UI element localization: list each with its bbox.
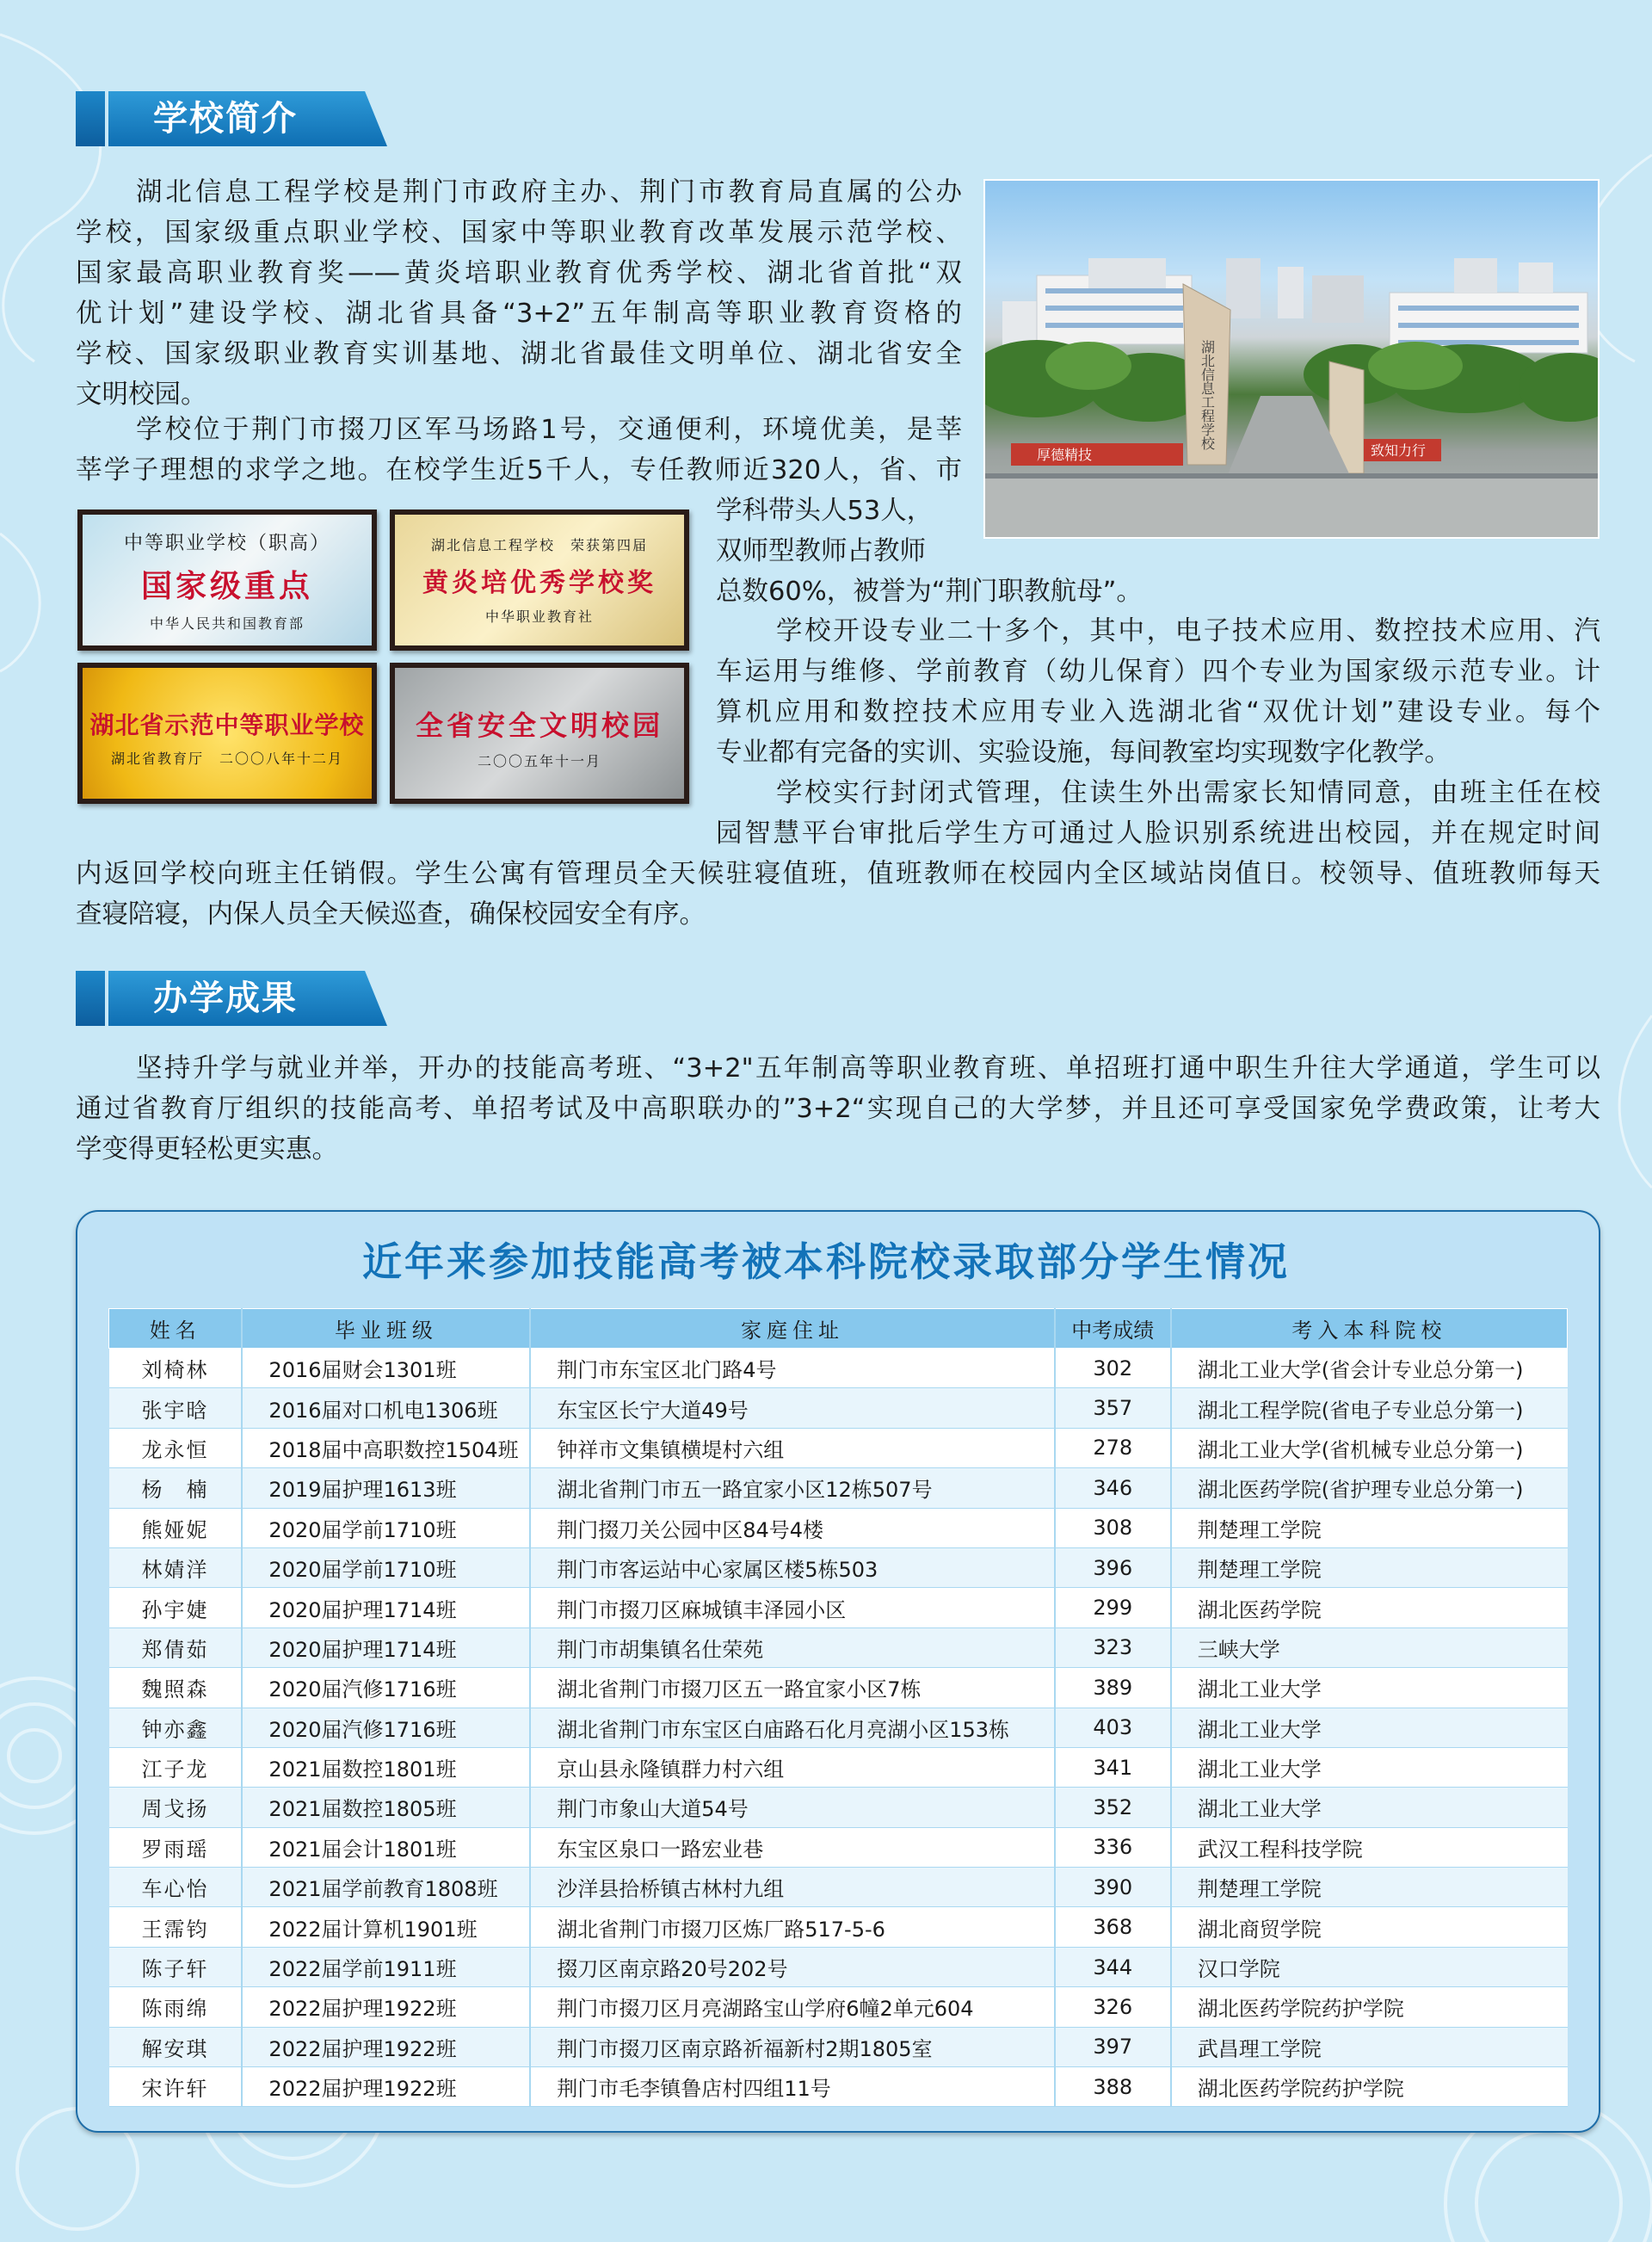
plaque-sub-text: 中华人民共和国教育部 xyxy=(149,615,305,632)
cell-score: 346 xyxy=(1055,1468,1171,1508)
cell-address: 荆门市掇刀区麻城镇丰泽园小区 xyxy=(530,1588,1055,1627)
section-header-results xyxy=(76,971,387,1026)
text-line: 学科带头人53人， xyxy=(716,496,934,526)
admissions-title: 近年来参加技能高考被本科院校录取部分学生情况 xyxy=(362,1238,1290,1285)
cell-score: 326 xyxy=(1055,1987,1171,2027)
table-row xyxy=(109,2067,1568,2107)
cell-class: 2019届护理1613班 xyxy=(242,1468,530,1508)
cell-address: 荆门市毛李镇鲁店村四组11号 xyxy=(530,2067,1055,2107)
cell-name: 陈子轩 xyxy=(109,1947,243,1986)
cell-university: 武昌理工学院 xyxy=(1171,2027,1568,2066)
cell-score: 308 xyxy=(1055,1508,1171,1547)
column-header-address: 家庭住址 xyxy=(530,1309,1055,1349)
plaque-top-text: 中等职业学校（职高） xyxy=(123,532,330,554)
cell-name: 杨 楠 xyxy=(109,1468,243,1508)
cell-address: 湖北省荆门市五一路宜家小区12栋507号 xyxy=(530,1468,1055,1508)
cell-university: 湖北工业大学(省机械专业总分第一) xyxy=(1171,1428,1568,1467)
cell-score: 368 xyxy=(1055,1907,1171,1947)
table-row xyxy=(109,1349,1568,1388)
cell-class: 2020届护理1714班 xyxy=(242,1627,530,1667)
header-accent-bar xyxy=(76,91,105,146)
cell-name: 郑倩茹 xyxy=(109,1627,243,1667)
cell-class: 2016届对口机电1306班 xyxy=(242,1388,530,1428)
column-header-score: 中考成绩 xyxy=(1055,1309,1171,1349)
table-row xyxy=(109,1788,1568,1827)
cell-university: 湖北工业大学 xyxy=(1171,1668,1568,1708)
table-row xyxy=(109,1668,1568,1708)
gate-sign-left: 厚德精技 xyxy=(1037,447,1093,463)
cell-university: 汉口学院 xyxy=(1171,1947,1568,1986)
text-line: 学校实行封闭式管理，住读生外出需家长知情同意，由班主任在校 xyxy=(776,778,1600,808)
pillar-sign: 湖北信息工程学校 xyxy=(1199,340,1216,450)
plaque-huang-yanpei-award xyxy=(390,510,689,651)
cell-score: 397 xyxy=(1055,2027,1171,2066)
cell-address: 东宝区泉口一路宏业巷 xyxy=(530,1827,1055,1867)
cell-university: 湖北工程学院(省电子专业总分第一) xyxy=(1171,1388,1568,1428)
cell-name: 宋许轩 xyxy=(109,2067,243,2107)
cell-score: 390 xyxy=(1055,1868,1171,1907)
section-title-results: 办学成果 xyxy=(153,979,298,1018)
table-row xyxy=(109,1868,1568,1907)
column-header-university: 考入本科院校 xyxy=(1171,1309,1568,1349)
text-line: 学变得更轻松更实惠。 xyxy=(76,1134,338,1164)
cell-score: 344 xyxy=(1055,1947,1171,1986)
cell-score: 388 xyxy=(1055,2067,1171,2107)
cell-name: 周戈扬 xyxy=(109,1788,243,1827)
cell-class: 2021届数控1801班 xyxy=(242,1747,530,1787)
cell-name: 龙永恒 xyxy=(109,1428,243,1467)
cell-score: 403 xyxy=(1055,1708,1171,1747)
cell-name: 张宇晗 xyxy=(109,1388,243,1428)
column-header-class: 毕业班级 xyxy=(242,1309,530,1349)
table-row xyxy=(109,1747,1568,1787)
cell-address: 湖北省荆门市掇刀区五一路宜家小区7栋 xyxy=(530,1668,1055,1708)
plaque-provincial-model-school xyxy=(77,663,377,804)
table-body xyxy=(109,1349,1568,2107)
cell-address: 荆门掇刀关公园中区84号4楼 xyxy=(530,1508,1055,1547)
cell-class: 2022届护理1922班 xyxy=(242,1987,530,2027)
cell-university: 荆楚理工学院 xyxy=(1171,1547,1568,1587)
table-row xyxy=(109,1627,1568,1667)
cell-class: 2021届学前教育1808班 xyxy=(242,1868,530,1907)
text-line: 双师型教师占教师 xyxy=(716,536,926,566)
cell-university: 湖北工业大学 xyxy=(1171,1708,1568,1747)
cell-class: 2021届数控1805班 xyxy=(242,1788,530,1827)
cell-score: 352 xyxy=(1055,1788,1171,1827)
results-paragraph xyxy=(76,1048,1600,1170)
table-row xyxy=(109,1547,1568,1587)
section-title-intro: 学校简介 xyxy=(153,99,298,139)
table-row xyxy=(109,1468,1568,1508)
plaque-sub-text: 湖北省教育厅 二〇〇八年十二月 xyxy=(110,750,343,767)
cell-score: 302 xyxy=(1055,1349,1171,1388)
text-line: 坚持升学与就业并举，开办的技能高考班、“3+2"五年制高等职业教育班、单招班打通中职生升往大学通道，学生可以 xyxy=(136,1053,1600,1084)
cell-address: 荆门市掇刀区月亮湖路宝山学府6幢2单元604 xyxy=(530,1987,1055,2027)
cell-name: 刘椅林 xyxy=(109,1349,243,1388)
cell-university: 三峡大学 xyxy=(1171,1627,1568,1667)
text-line: 专业都有完备的实训、实验设施，每间教室均实现数字化教学。 xyxy=(716,738,1451,768)
cell-name: 熊娅妮 xyxy=(109,1508,243,1547)
cell-class: 2022届护理1922班 xyxy=(242,2027,530,2066)
text-line: 优计划”建设学校、湖北省具备“3+2”五年制高等职业教育资格的 xyxy=(76,299,962,329)
cell-class: 2020届学前1710班 xyxy=(242,1547,530,1587)
gate-sign-right: 致知力行 xyxy=(1371,442,1427,459)
cell-address: 湖北省荆门市掇刀区炼厂路517-5-6 xyxy=(530,1907,1055,1947)
cell-address: 掇刀区南京路20号202号 xyxy=(530,1947,1055,1986)
cell-university: 湖北工业大学 xyxy=(1171,1788,1568,1827)
intro-paragraph-3 xyxy=(716,611,1600,773)
cell-class: 2022届计算机1901班 xyxy=(242,1907,530,1947)
table-row xyxy=(109,1588,1568,1627)
cell-university: 湖北工业大学 xyxy=(1171,1747,1568,1787)
cell-university: 荆楚理工学院 xyxy=(1171,1508,1568,1547)
cell-university: 荆楚理工学院 xyxy=(1171,1868,1568,1907)
cell-class: 2020届汽修1716班 xyxy=(242,1708,530,1747)
plaque-main-text: 湖北省示范中等职业学校 xyxy=(89,710,365,739)
cell-address: 沙洋县拾桥镇古林村九组 xyxy=(530,1868,1055,1907)
plaque-safe-campus xyxy=(390,663,689,804)
cell-address: 钟祥市文集镇横堤村六组 xyxy=(530,1428,1055,1467)
cell-score: 341 xyxy=(1055,1747,1171,1787)
text-line: 通过省教育厅组织的技能高考、单招考试及中高职联办的”3+2“实现自己的大学梦，并且还可享受国家免学费政策，让考大 xyxy=(76,1094,1600,1124)
table-row xyxy=(109,1708,1568,1747)
plaque-national-key-school xyxy=(77,510,377,651)
cell-university: 湖北医药学院(省护理专业总分第一) xyxy=(1171,1468,1568,1508)
campus-photo xyxy=(983,179,1600,539)
cell-name: 江子龙 xyxy=(109,1747,243,1787)
text-line: 学校、国家级职业教育实训基地、湖北省最佳文明单位、湖北省安全 xyxy=(76,339,962,369)
table-row xyxy=(109,1987,1568,2027)
plaque-main-text: 国家级重点 xyxy=(140,567,313,604)
cell-name: 孙宇婕 xyxy=(109,1588,243,1627)
intro-paragraph-4 xyxy=(716,773,1600,854)
campus-illustration xyxy=(985,181,1600,539)
cell-score: 278 xyxy=(1055,1428,1171,1467)
cell-university: 湖北医药学院药护学院 xyxy=(1171,2067,1568,2107)
cell-address: 荆门市象山大道54号 xyxy=(530,1788,1055,1827)
plaque-main-text: 黄炎培优秀学校奖 xyxy=(422,568,656,598)
table-row xyxy=(109,1827,1568,1867)
cell-class: 2018届中高职数控1504班 xyxy=(242,1428,530,1467)
cell-score: 299 xyxy=(1055,1588,1171,1627)
intro-paragraph-2 xyxy=(76,410,962,491)
cell-address: 荆门市胡集镇名仕荣苑 xyxy=(530,1627,1055,1667)
cell-class: 2022届护理1922班 xyxy=(242,2067,530,2107)
cell-class: 2022届学前1911班 xyxy=(242,1947,530,1986)
text-line: 算机应用和数控技术应用专业入选湖北省“双优计划”建设专业。每个 xyxy=(716,697,1600,727)
cell-class: 2020届学前1710班 xyxy=(242,1508,530,1547)
text-line: 莘学子理想的求学之地。在校学生近5千人，专任教师近320人，省、市 xyxy=(76,455,962,485)
table-header-row xyxy=(109,1309,1568,1349)
section-header-intro xyxy=(76,91,387,146)
table-row xyxy=(109,2027,1568,2066)
cell-class: 2021届会计1801班 xyxy=(242,1827,530,1867)
cell-score: 323 xyxy=(1055,1627,1171,1667)
cell-university: 湖北工业大学(省会计专业总分第一) xyxy=(1171,1349,1568,1388)
text-line: 园智慧平台审批后学生方可通过人脸识别系统进出校园，并在规定时间 xyxy=(716,818,1600,849)
text-line: 车运用与维修、学前教育（幼儿保育）四个专业为国家级示范专业。计 xyxy=(716,657,1600,687)
cell-class: 2020届护理1714班 xyxy=(242,1588,530,1627)
cell-university: 湖北商贸学院 xyxy=(1171,1907,1568,1947)
table-row xyxy=(109,1508,1568,1547)
cell-name: 陈雨绵 xyxy=(109,1987,243,2027)
cell-name: 车心怡 xyxy=(109,1868,243,1907)
cell-class: 2016届财会1301班 xyxy=(242,1349,530,1388)
cell-name: 钟亦鑫 xyxy=(109,1708,243,1747)
plaque-main-text: 全省安全文明校园 xyxy=(415,708,663,742)
text-line: 学校开设专业二十多个，其中，电子技术应用、数控技术应用、汽 xyxy=(776,616,1600,646)
intro-paragraph-2-cont xyxy=(716,491,1143,612)
cell-university: 湖北医药学院 xyxy=(1171,1588,1568,1627)
cell-address: 东宝区长宁大道49号 xyxy=(530,1388,1055,1428)
cell-class: 2020届汽修1716班 xyxy=(242,1668,530,1708)
cell-address: 荆门市东宝区北门路4号 xyxy=(530,1349,1055,1388)
cell-name: 林婧洋 xyxy=(109,1547,243,1587)
cell-university: 湖北医药学院药护学院 xyxy=(1171,1987,1568,2027)
cell-university: 武汉工程科技学院 xyxy=(1171,1827,1568,1867)
column-header-name: 姓名 xyxy=(109,1309,243,1349)
text-line: 学校位于荆门市掇刀区军马场路1号，交通便利，环境优美，是莘 xyxy=(136,415,962,445)
cell-address: 荆门市掇刀区南京路祈福新村2期1805室 xyxy=(530,2027,1055,2066)
intro-paragraph-1 xyxy=(76,172,962,415)
intro-paragraph-4-cont xyxy=(76,854,1600,935)
text-line: 总数60%，被誉为“荆门职教航母”。 xyxy=(716,577,1143,607)
table-row xyxy=(109,1947,1568,1986)
text-line: 国家最高职业教育奖——黄炎培职业教育优秀学校、湖北省首批“双 xyxy=(76,258,962,288)
plaque-sub-text: 中华职业教育社 xyxy=(484,608,594,625)
cell-name: 魏照森 xyxy=(109,1668,243,1708)
cell-score: 389 xyxy=(1055,1668,1171,1708)
text-line: 学校，国家级重点职业学校、国家中等职业教育改革发展示范学校、 xyxy=(76,218,962,248)
text-line: 内返回学校向班主任销假。学生公寓有管理员全天候驻寝值班，值班教师在校园内全区域站岗值日。校领导、值班教师每天 xyxy=(76,859,1600,889)
cell-name: 罗雨瑶 xyxy=(109,1827,243,1867)
cell-address: 湖北省荆门市东宝区白庙路石化月亮湖小区153栋 xyxy=(530,1708,1055,1747)
plaque-sub-text: 二〇〇五年十一月 xyxy=(477,752,601,769)
cell-name: 解安琪 xyxy=(109,2027,243,2066)
cell-address: 京山县永隆镇群力村六组 xyxy=(530,1747,1055,1787)
plaque-top-text: 湖北信息工程学校 荣获第四届 xyxy=(430,537,648,553)
table-row xyxy=(109,1388,1568,1428)
cell-score: 396 xyxy=(1055,1547,1171,1587)
cell-score: 357 xyxy=(1055,1388,1171,1428)
table-row xyxy=(109,1907,1568,1947)
admissions-table xyxy=(108,1308,1568,2107)
text-line: 查寝陪寝，内保人员全天候巡查，确保校园安全有序。 xyxy=(76,899,706,930)
cell-name: 王霈钧 xyxy=(109,1907,243,1947)
cell-address: 荆门市客运站中心家属区楼5栋503 xyxy=(530,1547,1055,1587)
cell-score: 336 xyxy=(1055,1827,1171,1867)
header-accent-bar xyxy=(76,971,105,1026)
text-line: 文明校园。 xyxy=(76,380,207,410)
text-line: 湖北信息工程学校是荆门市政府主办、荆门市教育局直属的公办 xyxy=(136,177,962,207)
table-row xyxy=(109,1428,1568,1467)
